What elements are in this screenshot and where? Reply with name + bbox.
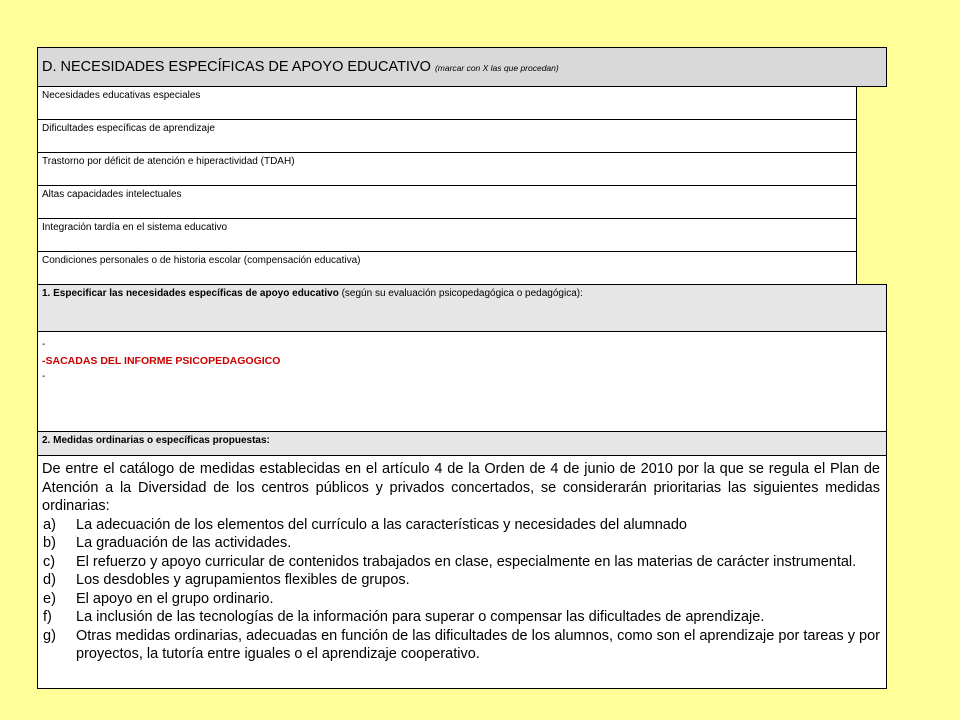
question-2-header <box>37 431 887 456</box>
question-2-bold: 2. Medidas ordinarias o específicas propuestas: <box>42 435 270 446</box>
measure-item <box>42 590 880 609</box>
need-row-tdah[interactable] <box>37 153 857 186</box>
measure-item <box>42 516 880 535</box>
section-subtitle: (marcar con X las que procedan) <box>434 63 559 73</box>
measure-text: El apoyo en el grupo ordinario. <box>76 590 274 607</box>
measure-item <box>42 627 880 664</box>
measure-item <box>42 608 880 627</box>
answer-line: - <box>42 339 46 350</box>
need-row-nee[interactable] <box>37 87 857 120</box>
need-label: Condiciones personales o de historia escolar (compensación educativa) <box>42 255 361 266</box>
measure-item <box>42 571 880 590</box>
measures-list <box>42 516 880 664</box>
need-row-compensacion[interactable] <box>37 252 857 285</box>
measure-marker: c) <box>43 553 56 570</box>
section-header <box>37 47 887 87</box>
measure-text: Otras medidas ordinarias, adecuadas en función de las dificultades de los alumnos, como son el aprendizaje por tareas y por proyectos, la tutoría entre iguales o el aprendizaje cooperativo. <box>76 627 880 662</box>
measure-marker: b) <box>43 535 56 551</box>
measure-text: El refuerzo y apoyo curricular de contenidos trabajados en clase, especialmente en las materias de carácter instrumental. <box>76 553 857 570</box>
section-title: D. NECESIDADES ESPECÍFICAS DE APOYO EDUCATIVO <box>42 59 431 75</box>
measure-marker: e) <box>43 590 56 607</box>
need-label: Altas capacidades intelectuales <box>42 189 182 200</box>
need-label: Necesidades educativas especiales <box>42 90 201 101</box>
need-row-integracion-tardia[interactable] <box>37 219 857 252</box>
measure-text: Los desdobles y agrupamientos flexibles de grupos. <box>76 572 410 588</box>
measure-marker: d) <box>43 572 56 588</box>
measures-intro: De entre el catálogo de medidas establecidas en el artículo 4 de la Orden de 4 de junio de 2010 por la que se regula el Plan de Atención a la Diversidad de los centros públicos y privados concertados, se considerarán prioritarias las siguientes medidas ordinarias: <box>42 461 880 514</box>
need-label: Dificultades específicas de aprendizaje <box>42 123 215 134</box>
measure-item <box>42 534 880 553</box>
need-label: Trastorno por déficit de atención e hiperactividad (TDAH) <box>42 156 295 167</box>
measures-field[interactable] <box>37 455 887 689</box>
measure-marker: a) <box>43 516 56 533</box>
question-1-bold: 1. Especificar las necesidades específicas de apoyo educativo <box>42 288 339 299</box>
measure-item <box>42 553 880 572</box>
measure-text: La adecuación de los elementos del currículo a las características y necesidades del alumnado <box>76 516 687 533</box>
answer-1-field[interactable] <box>37 331 887 432</box>
question-1-header <box>37 284 887 332</box>
need-label: Integración tardía en el sistema educativo <box>42 222 228 233</box>
need-row-altas-capacidades[interactable] <box>37 186 857 219</box>
measure-marker: f) <box>43 609 52 625</box>
need-row-dea[interactable] <box>37 120 857 153</box>
answer-line: - <box>42 371 46 382</box>
measure-text: La graduación de las actividades. <box>76 535 292 551</box>
measure-marker: g) <box>43 627 56 644</box>
question-1-note: (según su evaluación psicopedagógica o pedagógica): <box>338 288 583 299</box>
measure-text: La inclusión de las tecnologías de la información para superar o compensar las dificultades de aprendizaje. <box>76 609 765 625</box>
answer-line-highlight: -SACADAS DEL INFORME PSICOPEDAGOGICO <box>42 355 281 367</box>
